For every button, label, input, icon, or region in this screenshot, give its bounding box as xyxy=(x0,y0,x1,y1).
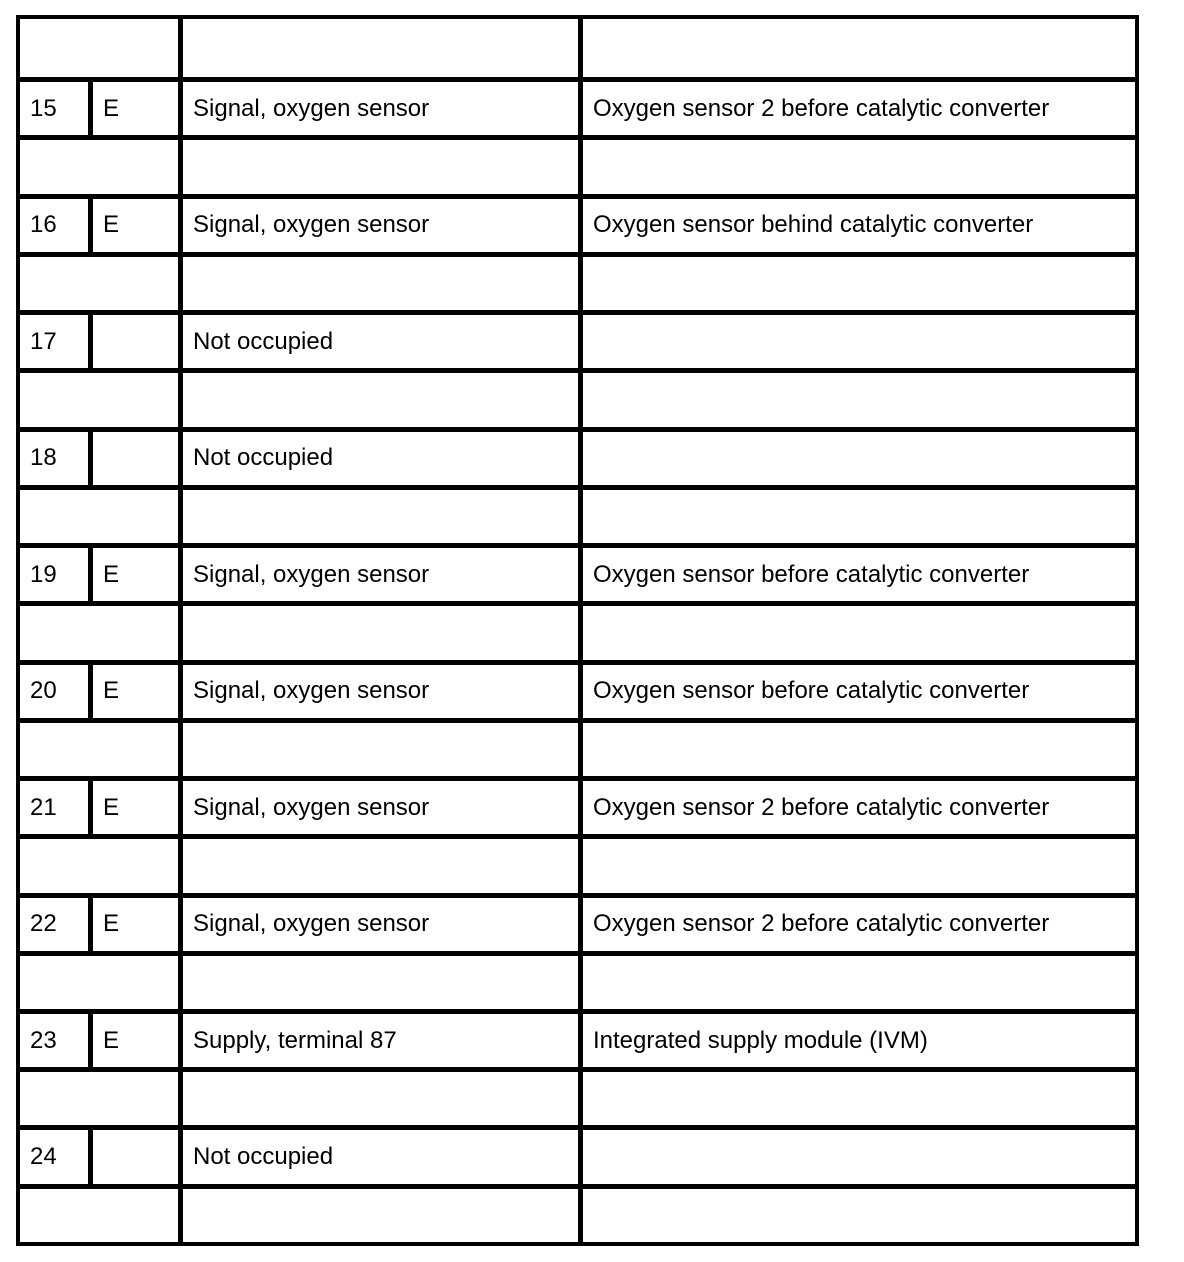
description-cell: Signal, oxygen sensor xyxy=(178,199,578,252)
component-cell: Oxygen sensor before catalytic converter xyxy=(578,548,1135,601)
description-cell: Supply, terminal 87 xyxy=(178,1014,578,1067)
pin-row xyxy=(20,893,1135,951)
signal-type-cell: E xyxy=(88,898,178,951)
pin-row xyxy=(20,77,1135,135)
spacer-row xyxy=(20,1184,1135,1242)
pin-number-cell: 21 xyxy=(30,793,57,821)
pin-row xyxy=(20,310,1135,368)
spacer-row xyxy=(20,252,1135,310)
pin-spacer-cell xyxy=(20,140,178,193)
description-spacer-cell xyxy=(178,257,578,310)
component-cell: Oxygen sensor before catalytic converter xyxy=(578,665,1135,718)
signal-type-cell: E xyxy=(88,665,178,718)
signal-type-cell xyxy=(88,315,178,368)
component-spacer-cell xyxy=(578,956,1135,1009)
pin-row xyxy=(20,427,1135,485)
description-spacer-cell xyxy=(178,1072,578,1125)
description-spacer-cell xyxy=(178,19,578,77)
description-cell: Not occupied xyxy=(178,432,578,485)
description-cell: Signal, oxygen sensor xyxy=(178,548,578,601)
component-spacer-cell xyxy=(578,490,1135,543)
pin-spacer-cell xyxy=(20,839,178,892)
pin-spacer-cell xyxy=(20,257,178,310)
description-cell: Not occupied xyxy=(178,1130,578,1183)
pin-row xyxy=(20,543,1135,601)
pin-row xyxy=(20,194,1135,252)
pin-number-cell: 24 xyxy=(30,1143,57,1171)
description-spacer-cell xyxy=(178,723,578,776)
description-spacer-cell xyxy=(178,956,578,1009)
signal-type-cell: E xyxy=(88,781,178,834)
pin-spacer-cell xyxy=(20,956,178,1009)
pin-spacer-cell xyxy=(20,19,178,77)
component-cell: Oxygen sensor 2 before catalytic converter xyxy=(578,781,1135,834)
component-cell xyxy=(578,315,1135,368)
component-cell xyxy=(578,432,1135,485)
description-spacer-cell xyxy=(178,140,578,193)
description-cell: Signal, oxygen sensor xyxy=(178,665,578,718)
signal-type-cell: E xyxy=(88,199,178,252)
pin-row xyxy=(20,776,1135,834)
description-spacer-cell xyxy=(178,606,578,659)
pin-number-cell: 18 xyxy=(30,444,57,472)
component-cell: Integrated supply module (IVM) xyxy=(578,1014,1135,1067)
pin-number-cell: 15 xyxy=(30,94,57,122)
spacer-row xyxy=(20,718,1135,776)
pin-spacer-cell xyxy=(20,1189,178,1242)
signal-type-cell: E xyxy=(88,82,178,135)
pin-row xyxy=(20,1125,1135,1183)
pin-spacer-cell xyxy=(20,373,178,426)
description-spacer-cell xyxy=(178,839,578,892)
description-cell: Signal, oxygen sensor xyxy=(178,898,578,951)
pin-number-cell: 20 xyxy=(30,677,57,705)
component-cell: Oxygen sensor behind catalytic converter xyxy=(578,199,1135,252)
spacer-row xyxy=(20,19,1135,77)
pin-number-cell: 16 xyxy=(30,211,57,239)
description-spacer-cell xyxy=(178,373,578,426)
component-spacer-cell xyxy=(578,257,1135,310)
pin-spacer-cell xyxy=(20,606,178,659)
pin-number-cell: 23 xyxy=(30,1026,57,1054)
spacer-row xyxy=(20,951,1135,1009)
signal-type-cell: E xyxy=(88,548,178,601)
signal-type-cell: E xyxy=(88,1014,178,1067)
description-cell: Signal, oxygen sensor xyxy=(178,781,578,834)
spacer-row xyxy=(20,834,1135,892)
component-cell: Oxygen sensor 2 before catalytic converter xyxy=(578,898,1135,951)
description-spacer-cell xyxy=(178,1189,578,1242)
pin-row xyxy=(20,1009,1135,1067)
component-spacer-cell xyxy=(578,1072,1135,1125)
signal-type-cell xyxy=(88,432,178,485)
spacer-row xyxy=(20,135,1135,193)
pin-number-cell: 19 xyxy=(30,560,57,588)
component-spacer-cell xyxy=(578,723,1135,776)
description-cell: Signal, oxygen sensor xyxy=(178,82,578,135)
signal-type-cell xyxy=(88,1130,178,1183)
spacer-row xyxy=(20,1067,1135,1125)
pin-spacer-cell xyxy=(20,1072,178,1125)
pin-spacer-cell xyxy=(20,490,178,543)
component-cell: Oxygen sensor 2 before catalytic converter xyxy=(578,82,1135,135)
pin-number-cell: 17 xyxy=(30,327,57,355)
component-cell xyxy=(578,1130,1135,1183)
pin-assignment-table xyxy=(16,15,1139,1246)
component-spacer-cell xyxy=(578,19,1135,77)
spacer-row xyxy=(20,485,1135,543)
pin-spacer-cell xyxy=(20,723,178,776)
pin-number-cell: 22 xyxy=(30,910,57,938)
component-spacer-cell xyxy=(578,373,1135,426)
description-spacer-cell xyxy=(178,490,578,543)
description-cell: Not occupied xyxy=(178,315,578,368)
component-spacer-cell xyxy=(578,1189,1135,1242)
component-spacer-cell xyxy=(578,140,1135,193)
pin-row xyxy=(20,660,1135,718)
component-spacer-cell xyxy=(578,606,1135,659)
component-spacer-cell xyxy=(578,839,1135,892)
spacer-row xyxy=(20,601,1135,659)
spacer-row xyxy=(20,368,1135,426)
